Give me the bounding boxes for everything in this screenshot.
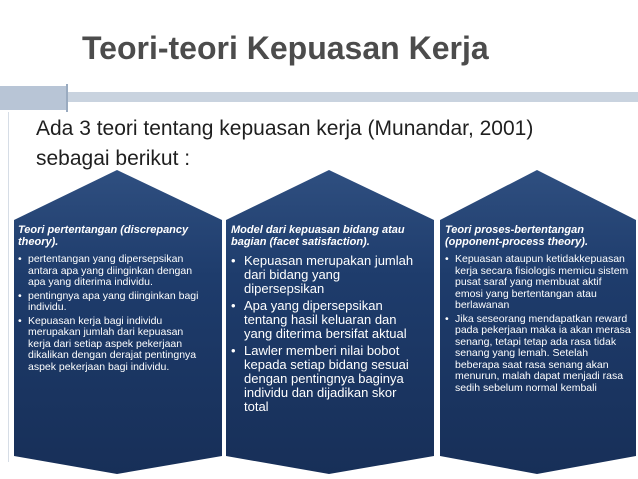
column-heading: Teori pertentangan (discrepancy theory). [18,224,189,248]
list-item: • Kepuasan ataupun ketidakkepuasan kerja secara fisiologis memicu sistem pusat saraf yang membuat aktif emosi yang bertentangan atau berlawanan [445,254,631,312]
list-item: • Lawler memberi nilai bobot kepada setiap bidang sesuai dengan pentingnya baginya individu dan dijadikan skor total [231,344,421,414]
column-facet-satisfaction [231,224,421,417]
bullet-list [445,254,631,394]
intro-text: Ada 3 teori tentang kepuasan kerja (Munandar, 2001) sebagai berikut : [36,117,534,170]
list-item: • pentingnya apa yang diinginkan bagi individu. [18,291,208,314]
list-item: • pertentangan yang dipersepsikan antara apa yang diinginkan dengan apa yang diterima individu. [18,254,208,289]
bullet-list [231,254,421,414]
list-item: • Kepuasan kerja bagi individu merupakan jumlah dari kepuasan kerja dari setiap aspek pekerjaan dikalikan dengan derajat pentingnya aspek pekerjaan bagi individu. [18,316,208,374]
list-item: • Kepuasan merupakan jumlah dari bidang yang dipersepsikan [231,254,421,296]
bullet-list [18,254,208,373]
slide-title: Teori-teori Kepuasan Kerja [82,30,489,66]
column-opponent-process-theory [445,224,631,396]
column-discrepancy-theory [18,224,208,375]
column-heading: Teori proses-bertentangan (opponent-process theory). [445,224,589,248]
column-heading: Model dari kepuasan bidang atau bagian (facet satisfaction). [231,224,405,248]
list-item: • Apa yang dipersepsikan tentang hasil keluaran dan yang diterima bersifat aktual [231,299,421,341]
list-item: • Jika seseorang mendapatkan reward pada pekerjaan maka ia akan merasa senang, tetapi tetap ada rasa tidak senang yang lemah. Setelah beberapa saat rasa senang akan menurun, malah dapat menjadi rasa sedih sebelum normal kembali [445,314,631,395]
